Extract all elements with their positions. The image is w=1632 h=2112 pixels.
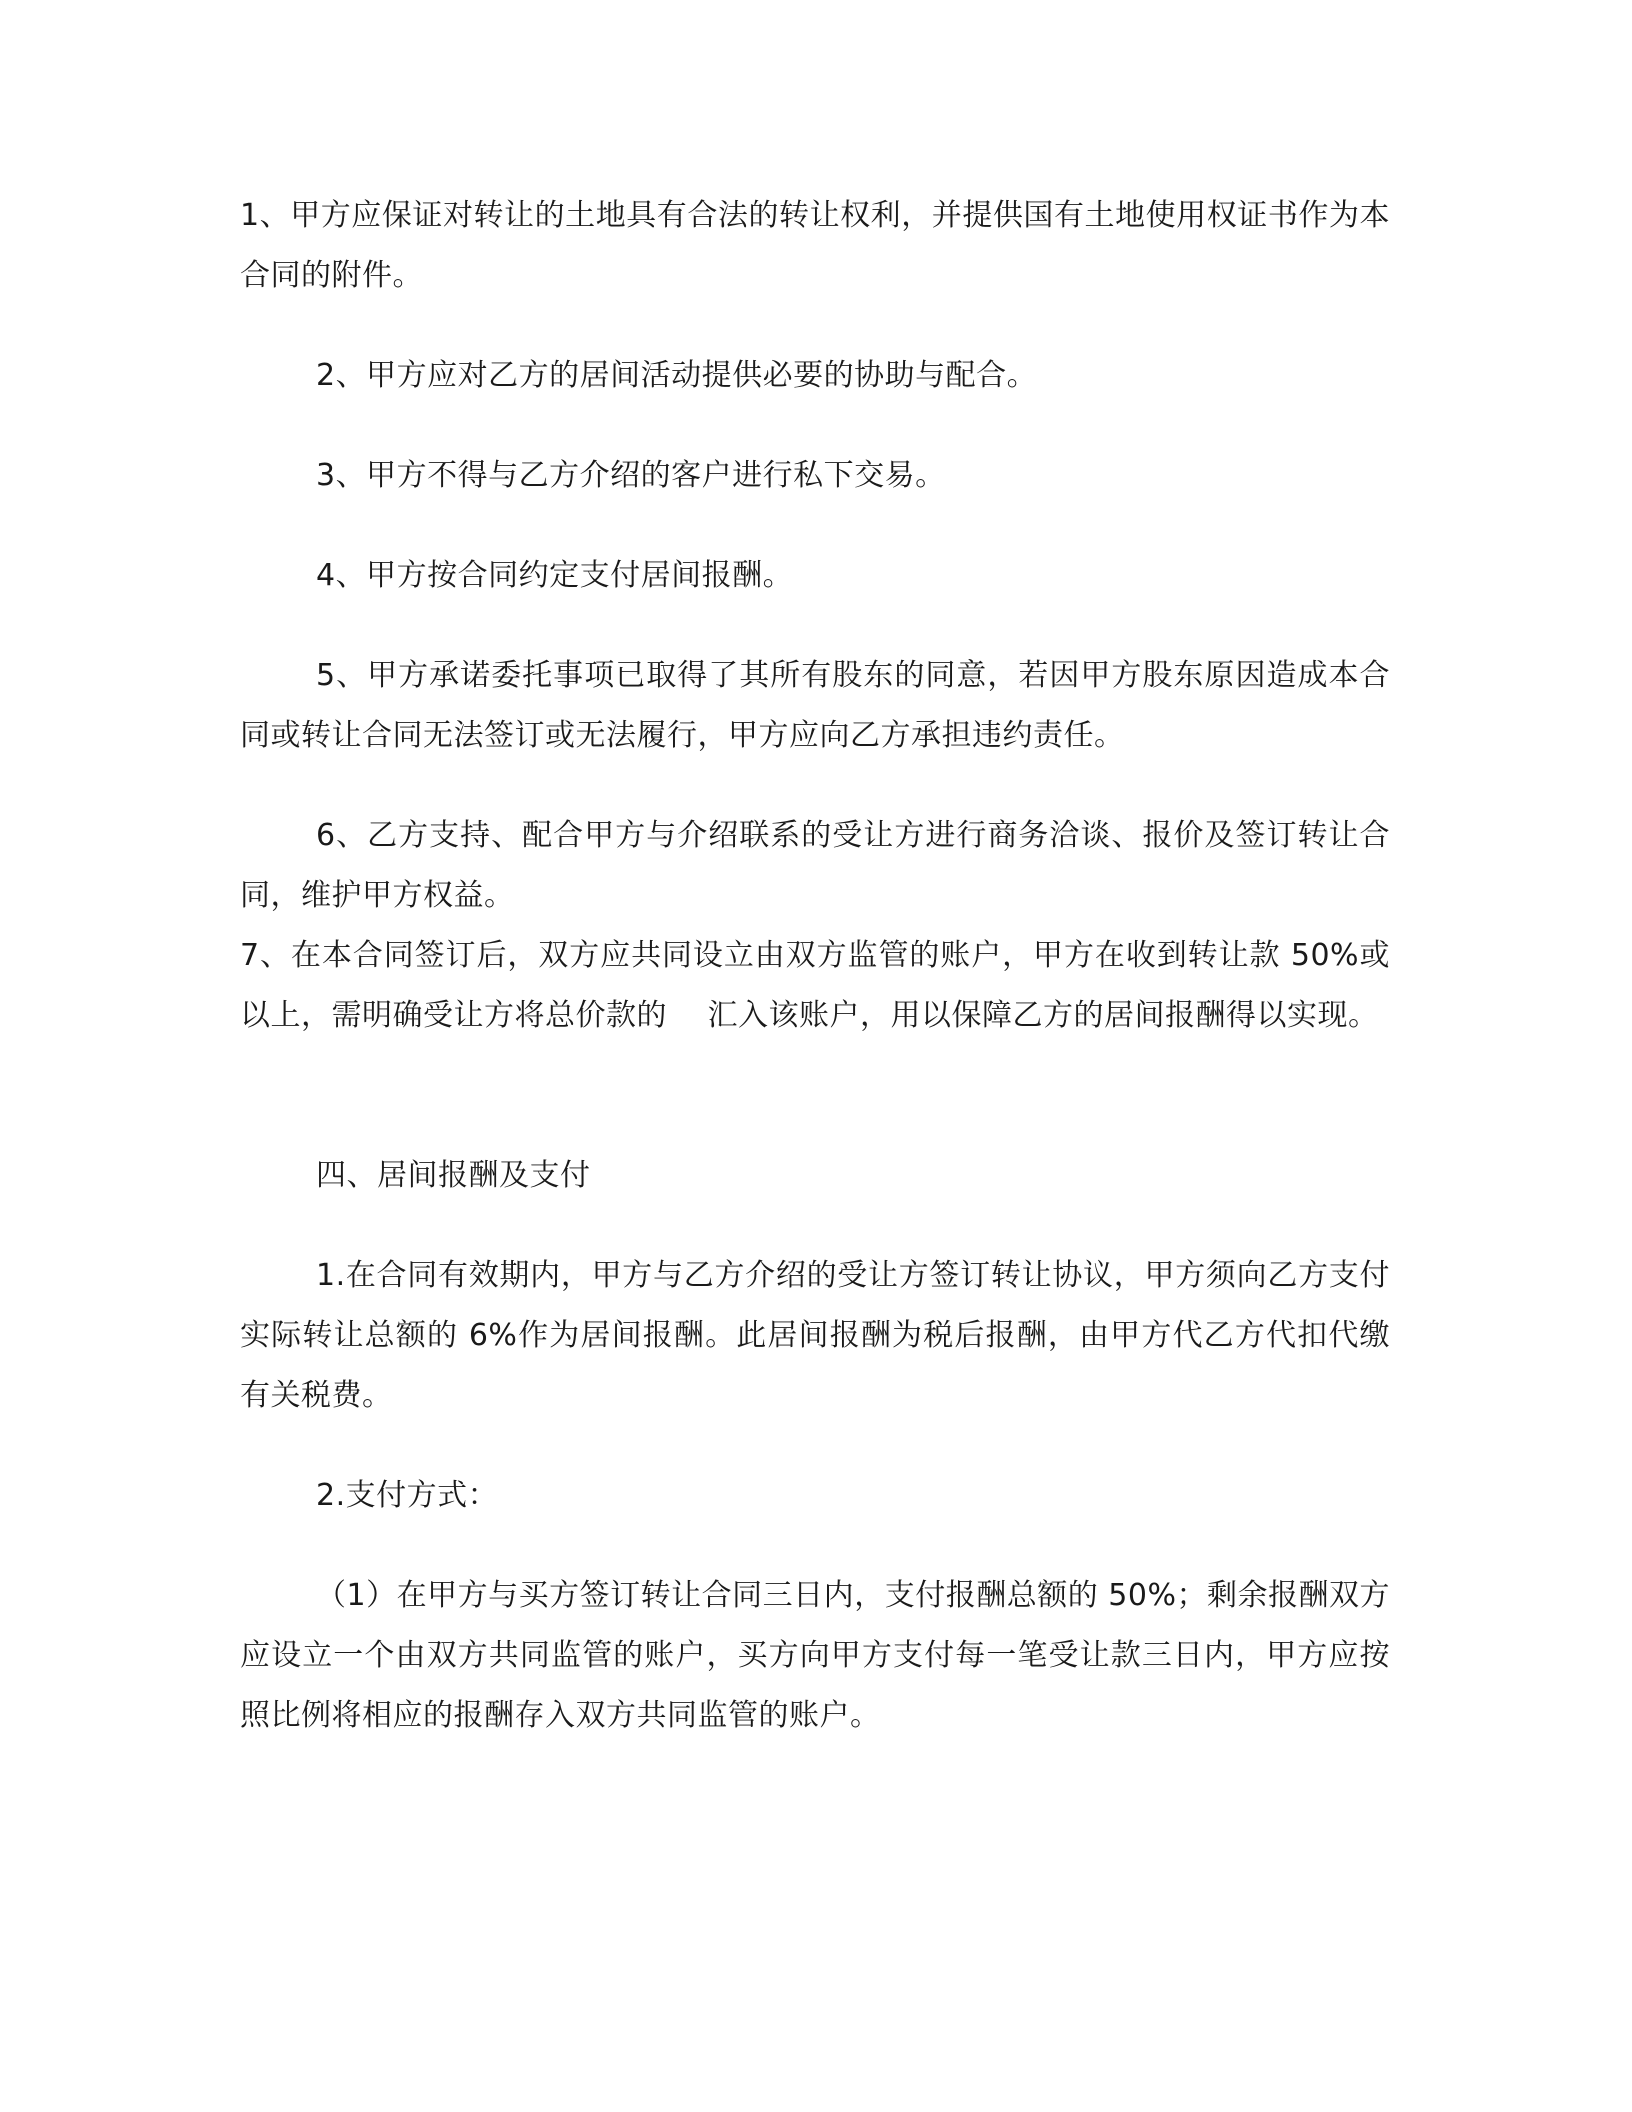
clause-3: 3、甲方不得与乙方介绍的客户进行私下交易。 (316, 458, 946, 493)
payment-clause-1: 1.在合同有效期内，甲方与乙方介绍的受让方签订转让协议，甲方须向乙方支付实际转让总额的 6%作为居间报酬。此居间报酬为税后报酬，由甲方代乙方代扣代缴有关税费。 (240, 1258, 1390, 1413)
payment-method-heading: 2.支付方式： (316, 1478, 499, 1513)
section-heading: 四、居间报酬及支付 (316, 1158, 591, 1193)
clause-2: 2、甲方应对乙方的居间活动提供必要的协助与配合。 (316, 358, 1038, 393)
clause-5: 5、甲方承诺委托事项已取得了其所有股东的同意，若因甲方股东原因造成本合同或转让合同无法签订或无法履行，甲方应向乙方承担违约责任。 (240, 658, 1390, 753)
payment-method-item-1: （1）在甲方与买方签订转让合同三日内，支付报酬总额的 50%；剩余报酬双方应设立一个由双方共同监管的账户，买方向甲方支付每一笔受让款三日内，甲方应按照比例将相应的报酬存入双方共同监管的账户。 (240, 1578, 1390, 1733)
clause-1: 1、甲方应保证对转让的土地具有合法的转让权利，并提供国有土地使用权证书作为本合同的附件。 (240, 198, 1390, 293)
clause-4: 4、甲方按合同约定支付居间报酬。 (316, 558, 794, 593)
clause-7: 7、在本合同签订后，双方应共同设立由双方监管的账户，甲方在收到转让款 50%或以上，需明确受让方将总价款的 汇入该账户，用以保障乙方的居间报酬得以实现。 (240, 938, 1390, 1033)
clause-6: 6、乙方支持、配合甲方与介绍联系的受让方进行商务洽谈、报价及签订转让合同，维护甲方权益。 (240, 818, 1390, 913)
